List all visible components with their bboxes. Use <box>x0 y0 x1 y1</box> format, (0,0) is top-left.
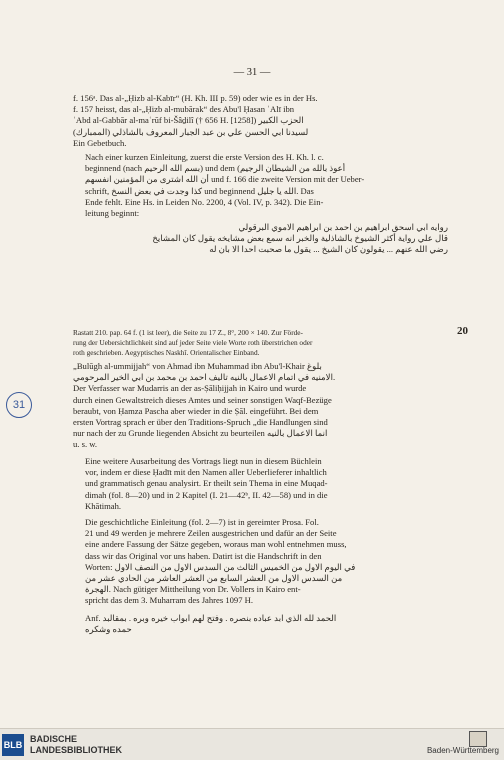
text-line: roth geschrieben. Aegyptisches Naskhî. Orientalischer Einband. <box>73 347 260 357</box>
text-line: leitung beginnt: <box>85 208 140 219</box>
text-line: schrift, كذا وجدت في بعض النسخ und beginnend الله يا جليل. Das <box>85 185 314 196</box>
text-line: Ein Gebetbuch. <box>73 137 127 148</box>
entry-bulugh-dating <box>73 517 460 607</box>
text-line: Worten: في اليوم الاول من الخميس الثالث من السدس الاول من النصف الاول <box>85 561 356 572</box>
arabic-incipit <box>73 222 448 256</box>
text-line: Der Verfasser war Mudarris an der as-Ṣāliḥijjah in Kairo und wurde <box>73 383 307 394</box>
text-line: und grammatisch genau analysirt. Er theilt sein Thema in eine Muqad- <box>85 478 328 489</box>
text-line: الامنيه في اتمام الاعمال بالنيه تاليف احمد بن محمد بن ابي الخير المرحومي. <box>73 372 336 383</box>
library-name <box>30 734 122 756</box>
text-line: beraubt, von Ḥamza Pascha aber wieder in die Ṣāl. eingeführt. Bei dem <box>73 405 319 416</box>
text-line: spricht das dem 3. Muharram des Jahres 1097 H. <box>85 595 254 606</box>
text-line: f. 156ᵃ. Das al-„Ḥizb al-Kabīr“ (H. Kh. III p. 59) oder wie es in der Hs. <box>73 93 318 103</box>
text-line: dass wir das Original vor uns haben. Datirt ist die Handschrift in den <box>85 550 322 561</box>
text-line: rung der Uebersichtlichkeit sind auf jeder Seite viele Worte roth überstrichen oder <box>73 337 313 347</box>
coat-of-arms-icon <box>469 731 487 747</box>
text-line: روايه ابي اسحق ابراهيم بن احمد بن ابراهيم الاموي البرقولي <box>238 222 448 232</box>
text-line: Nach einer kurzen Einleitung, zuerst die erste Version des H. Kh. l. c. <box>85 152 324 162</box>
text-line: رضي الله عنهم ... يقولون كان الشيخ ... يقول ما صحبت احدا الا بان له <box>209 244 448 255</box>
entry-hizb-description <box>73 152 460 219</box>
region-label: Baden-Württemberg <box>426 746 499 755</box>
text-line: قال علي رواية أكثر الشيوخ بالشاذلية والخبر انه سمع بعض مشايخه يقول كان المشايخ <box>152 233 448 244</box>
arabic-anfang <box>73 613 460 635</box>
text-line: (الممبارك) لسيدنا ابي الحسن علي بن عبد الجبار المعروف بالشاذلي <box>73 126 309 137</box>
page-number: — 31 — <box>233 67 271 78</box>
text-line: ʿAbd al-Gabbār al-maʿrūf bi-Šâḏilî († 656 H. [1258]) الحزب الكبير <box>73 115 304 126</box>
margin-number: 20 <box>457 325 468 337</box>
text-line: الهجرة. Nach gütiger Mittheilung von Dr. Vollers in Kairo ent- <box>85 584 301 595</box>
text-line: Die geschichtliche Einleitung (fol. 2—7) ist in gereimter Prosa. Fol. <box>85 517 319 527</box>
text-line: Rastatt 210. pap. 64 f. (1 ist leer), die Seite zu 17 Z., 8°, 200 × 140. Zur Förde- <box>73 328 303 337</box>
manuscript-description <box>73 328 448 357</box>
text-line: أن الله اشترى من المؤمنين انفسهم und f. 166 die zweite Version mit der Ueber- <box>85 174 365 185</box>
text-line: vor, indem er diese Ḥadīt mit den Namen aller Ueberlieferer inhaltlich <box>85 467 327 478</box>
blb-logo-icon: BLB <box>2 734 24 756</box>
text-line: dimah (fol. 8—20) und in 2 Kapitel (I. 21—42ᵇ, II. 42—58) und in die <box>85 489 328 500</box>
text-line: nur nach der zu Grunde liegenden Absicht zu beurteilen انما الاعمال بالنيه <box>73 428 328 439</box>
entry-bulugh <box>73 361 448 451</box>
text-line: „Bulūgh al-ummijjah“ von Ahmad ibn Muhammad ibn Abu'l-Khair بلوغ <box>73 361 322 371</box>
library-name-line2: LANDESBIBLIOTHEK <box>30 745 122 755</box>
entry-bulugh-analysis <box>73 456 460 512</box>
text-line: حمده وشكره <box>85 624 132 635</box>
footer-bar <box>0 728 504 760</box>
entry-hizb-kabir <box>73 93 448 149</box>
text-line: ersten Vortrag sprach er über den Traditions-Spruch „die Handlungen sind <box>73 417 328 428</box>
page-stamp: 31 <box>6 392 32 418</box>
text-line: eine andere Fassung der Sätze gegeben, woraus man wohl entnehmen muss, <box>85 539 347 550</box>
text-line: Anf. الحمد لله الذي ابد عباده بنصره . وفتح لهم ابواب خيره وبره . بمقالبد <box>85 613 337 623</box>
text-line: f. 157 heisst, das al-„Ḥizb al-mubārak“ des Abu'l Ḥasan ʿAlī ibn <box>73 104 295 115</box>
text-line: Khātimah. <box>85 500 122 511</box>
text-line: beginnend (nach بسم الله الرحيم) und dem (أعوذ بالله من الشيطان الرجيم <box>85 163 346 174</box>
text-line: من السدس الاول من العشر السابع من العشر العاشر من الحادي عشر من <box>85 573 343 584</box>
text-line: u. s. w. <box>73 439 98 450</box>
text-line: durch einen Gewaltstreich dieses Amtes und seiner sonstigen Waqf-Bezüge <box>73 394 332 405</box>
text-line: 21 und 49 werden je mehrere Zeilen ausgestrichen und dafür an der Seite <box>85 528 337 539</box>
text-line: Ende fehlt. Eine Hs. in Leiden No. 2200, 4 (Vol. IV, p. 342). Die Ein- <box>85 196 324 207</box>
library-name-line1: BADISCHE <box>30 734 78 744</box>
text-line: Eine weitere Ausarbeitung des Vortrags liegt nun in diesem Büchlein <box>85 456 322 466</box>
